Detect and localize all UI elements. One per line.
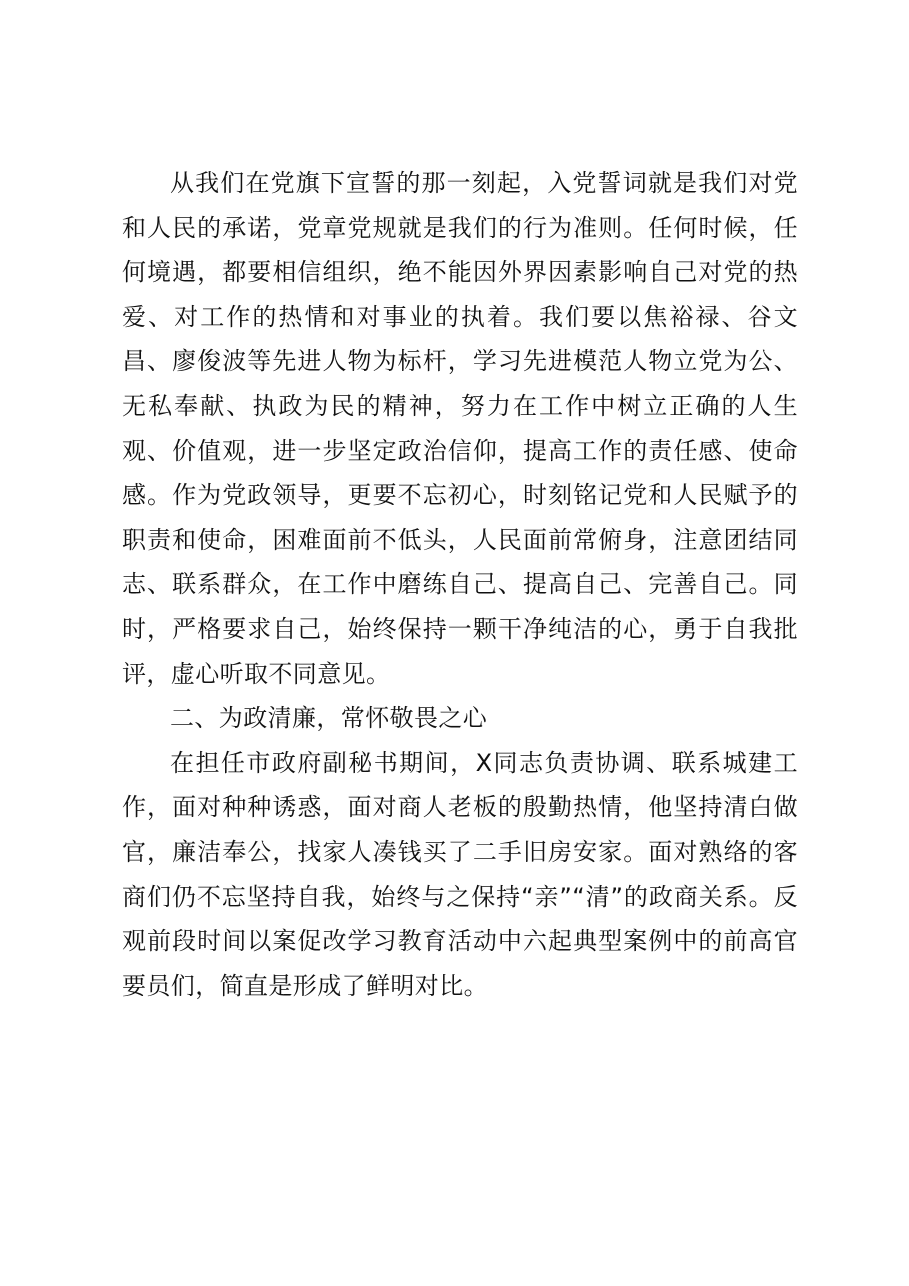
paragraph-integrity-example: 在担任市政府副秘书期间，X同志负责协调、联系城建工作，面对种种诱惑，面对商人老板的殷勤热情，他坚持清白做官，廉洁奉公，找家人凑钱买了二手旧房安家。面对熟络的客商们仍不忘坚持自我，始终与之保持“亲”“清”的政商关系。反观前段时间以案促改学习教育活动中六起典型案例中的前高官要员们，简直是形成了鲜明对比。: [122, 748, 798, 1000]
paragraph-party-oath: 从我们在党旗下宣誓的那一刻起，入党誓词就是我们对党和人民的承诺，党章党规就是我们的行为准则。任何时候，任何境遇，都要相信组织，绝不能因外界因素影响自己对党的热爱、对工作的热情和对事业的执着。我们要以焦裕禄、谷文昌、廖俊波等先进人物为标杆，学习先进模范人物立党为公、无私奉献、执政为民的精神，努力在工作中树立正确的人生观、价值观，进一步坚定政治信仰，提高工作的责任感、使命感。作为党政领导，更要不忘初心，时刻铭记党和人民赋予的职责和使命，困难面前不低头，人民面前常俯身，注意团结同志、联系群众，在工作中磨练自己、提高自己、完善自己。同时，严格要求自己，始终保持一颗干净纯洁的心，勇于自我批评，虚心听取不同意见。: [122, 169, 798, 688]
document-body: [122, 161, 798, 1008]
section-heading-integrity: 二、为政清廉，常怀敬畏之心: [170, 704, 488, 733]
